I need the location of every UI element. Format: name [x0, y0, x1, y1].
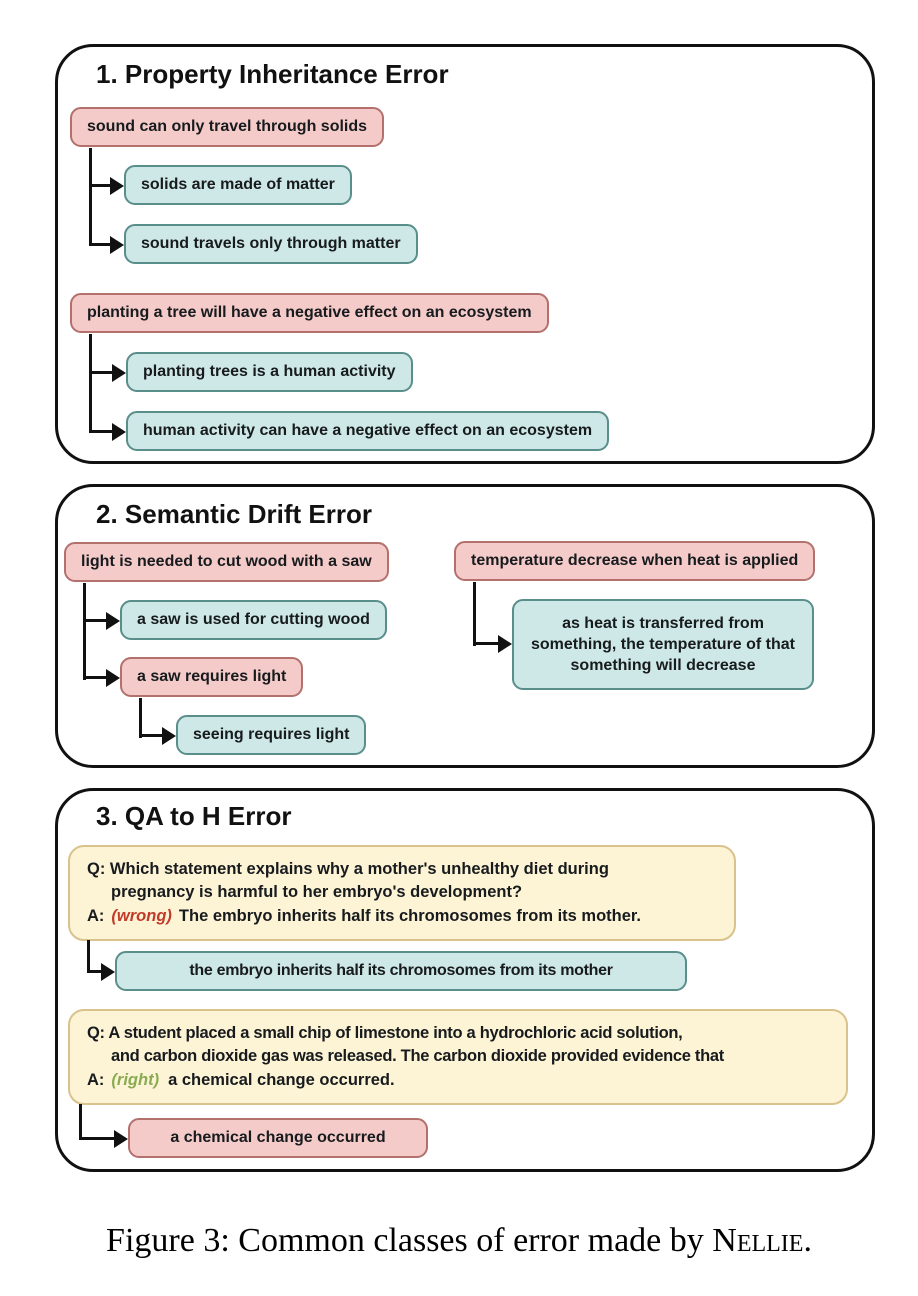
- hypothesis-box: sound can only travel through solids: [70, 107, 384, 147]
- answer-text: a chemical change occurred.: [168, 1070, 395, 1089]
- right-verdict: (right): [111, 1070, 160, 1089]
- wrong-verdict: (wrong): [111, 906, 172, 925]
- panel-title: 3. QA to H Error: [96, 801, 292, 831]
- connector-line: [89, 371, 114, 374]
- connector-arrow-icon: [162, 727, 176, 745]
- connector-line: [139, 698, 142, 738]
- hypothesis-box: planting a tree will have a negative effect on an ecosystem: [70, 293, 549, 333]
- support-box: solids are made of matter: [124, 165, 352, 205]
- hypothesis-box: temperature decrease when heat is applied: [454, 541, 815, 581]
- support-box: as heat is transferred from something, the temperature of that something will decrease: [512, 599, 814, 690]
- question-line: Q: Which statement explains why a mother's unhealthy diet during: [87, 860, 609, 878]
- connector-arrow-icon: [498, 635, 512, 653]
- panel-title: 2. Semantic Drift Error: [96, 499, 372, 529]
- connector-arrow-icon: [112, 423, 126, 441]
- system-name: Nellie: [712, 1222, 804, 1259]
- connector-arrow-icon: [110, 236, 124, 254]
- hypothesis-box: a saw requires light: [120, 657, 303, 697]
- answer-text: The embryo inherits half its chromosomes from its mother.: [178, 906, 642, 925]
- connector-line: [89, 334, 92, 433]
- connector-arrow-icon: [106, 669, 120, 687]
- support-box: the embryo inherits half its chromosomes from its mother: [115, 951, 687, 991]
- panel-property-inheritance-error: [55, 44, 875, 464]
- support-box: a saw is used for cutting wood: [120, 600, 387, 640]
- panel-title: 1. Property Inheritance Error: [96, 59, 449, 89]
- question-line: pregnancy is harmful to her embryo's development?: [111, 883, 523, 902]
- connector-arrow-icon: [112, 364, 126, 382]
- answer-label: A:: [87, 906, 105, 925]
- connector-arrow-icon: [101, 963, 115, 981]
- hypothesis-box: a chemical change occurred: [128, 1118, 428, 1158]
- connector-arrow-icon: [110, 177, 124, 195]
- connector-line: [89, 430, 114, 433]
- support-box: planting trees is a human activity: [126, 352, 413, 392]
- question-line: Q: A student placed a small chip of limestone into a hydrochloric acid solution,: [87, 1024, 683, 1042]
- connector-line: [79, 1137, 115, 1140]
- qa-box: [68, 845, 736, 941]
- panel-semantic-drift-error: [55, 484, 875, 768]
- answer-label: A:: [87, 1070, 105, 1089]
- panel-qa-to-h-error: [55, 788, 875, 1172]
- hypothesis-box: light is needed to cut wood with a saw: [64, 542, 389, 582]
- qa-box: [68, 1009, 848, 1105]
- caption-period: .: [803, 1222, 812, 1259]
- connector-arrow-icon: [106, 612, 120, 630]
- question-line: and carbon dioxide gas was released. The carbon dioxide provided evidence that: [111, 1047, 724, 1066]
- support-box: sound travels only through matter: [124, 224, 418, 264]
- support-box: seeing requires light: [176, 715, 366, 755]
- connector-line: [83, 619, 108, 622]
- answer-line: [87, 1069, 829, 1092]
- connector-line: [83, 583, 86, 680]
- connector-line: [473, 582, 476, 646]
- connector-line: [79, 1104, 82, 1140]
- connector-line: [83, 676, 108, 679]
- support-box: human activity can have a negative effect on an ecosystem: [126, 411, 609, 451]
- connector-arrow-icon: [114, 1130, 128, 1148]
- connector-line: [87, 940, 90, 972]
- caption-text: Figure 3: Common classes of error made by: [106, 1222, 713, 1259]
- connector-line: [139, 734, 164, 737]
- answer-line: [87, 905, 717, 928]
- figure-caption: [0, 1222, 918, 1260]
- connector-line: [473, 642, 500, 645]
- connector-line: [89, 184, 112, 187]
- connector-line: [89, 243, 112, 246]
- connector-line: [89, 148, 92, 246]
